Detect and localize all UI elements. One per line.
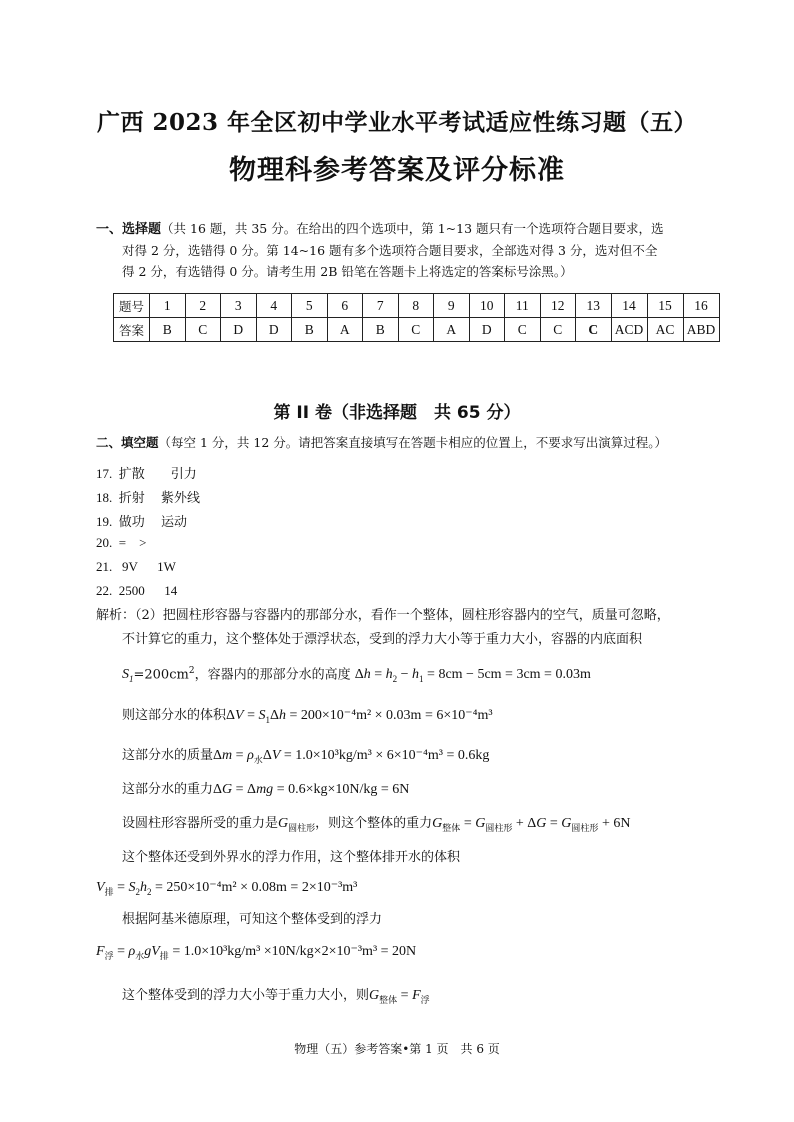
answer-cell: C [505,318,541,342]
exam-title: 广西 2023 年全区初中学业水平考试适应性练习题（五） [96,109,698,136]
answer-key-title: 物理科参考答案及评分标准 [229,155,565,186]
answer-cell: A [327,318,363,342]
answer-cell: B [292,318,328,342]
answer-table [113,293,720,342]
section2-instructions [96,433,667,451]
table-header-number: 题号 [114,294,150,318]
question-number-cell: 10 [469,294,505,318]
answer-cell: C [185,318,221,342]
answer-cell: C [540,318,576,342]
solution-archimedes: 根据阿基米德原理，可知这个整体受到的浮力 [122,912,383,927]
answer-cell: D [221,318,257,342]
question-number-cell: 6 [327,294,363,318]
answer-18: 18. 折射 紫外线 [96,490,201,505]
page-footer: 物理（五）参考答案•第 1 页 共 6 页 [294,1042,500,1056]
question-number-cell: 4 [256,294,292,318]
solution-area-height: $S_1=200cm^2$，容器内的那部分水的高度 $\Delta h = h_2 - h_1 = 8cm - 5cm = 3cm = 0.03m$ [122,666,591,685]
solution-buoyancy-text: 这个整体还受到外界水的浮力作用，这个整体排开水的体积 [122,850,461,865]
question-number-cell: 5 [292,294,328,318]
volume2-title: 第 II 卷（非选择题 共 65 分） [273,403,521,423]
answer-cell: B [150,318,186,342]
solution-line-1: 解析：（2）把圆柱形容器与容器内的那部分水，看作一个整体，圆柱形容器内的空气，质量可忽略， [96,608,670,623]
question-number-cell: 7 [363,294,399,318]
section2-label: 二、填空题 [96,435,159,450]
answer-20: 20. = > [96,535,147,550]
solution-line-2: 不计算它的重力，这个整体处于漂浮状态，受到的浮力大小等于重力大小，容器的内底面积 [122,632,643,647]
section1-desc-1: （共 16 题，共 35 分。在给出的四个选项中，第 1~13 题只有一个选项符合题目要求，选 [161,221,664,236]
answer-cell: A [434,318,470,342]
answer-cell: ACD [611,318,647,342]
answer-19: 19. 做功 运动 [96,514,188,529]
question-number-cell: 13 [576,294,612,318]
section1-desc-2: 对得 2 分，选错得 0 分。第 14~16 题有多个选项符合题目要求，全部选对得 3 分，选对但不全 [122,243,658,258]
question-number-cell: 1 [150,294,186,318]
question-number-cell: 14 [611,294,647,318]
section2-desc: （每空 1 分，共 12 分。请把答案直接填写在答题卡相应的位置上，不要求写出演算过程。） [158,435,668,450]
question-number-cell: 16 [683,294,719,318]
table-row-answers [114,318,720,342]
solution-displaced-volume: $V_排 = S_2h_2 = 250\times 10^{-4}m^2 \times 0.08m = 2\times 10^{-3}m^3$ [96,880,358,897]
section1-desc-3: 得 2 分，有选错得 0 分。请考生用 2B 铅笔在答题卡上将选定的答案标号涂黑。） [122,264,573,279]
solution-final: 这个整体受到的浮力大小等于重力大小，则$G_{整体} = F_浮$ [122,988,430,1005]
solution-mass: 这部分水的质量$\Delta m = \rho_水\Delta V = 1.0\times 10^3kg/m^3 \times 6\times 10^{-4}m^3 = 0.6kg$ [122,748,490,765]
question-number-cell: 11 [505,294,541,318]
answer-cell: AC [647,318,683,342]
answer-cell: ABD [683,318,719,342]
answer-21: 21. 9V 1W [96,559,176,574]
solution-cylinder-weight: 设圆柱形容器所受的重力是$G_{圆柱形}$，则这个整体的重力$G_{整体} = G_{圆柱形} + \Delta G = G_{圆柱形} + 6N$ [122,816,631,833]
question-number-cell: 2 [185,294,221,318]
answer-17: 17. 扩散 引力 [96,466,197,481]
question-number-cell: 15 [647,294,683,318]
answer-22: 22. 2500 14 [96,583,178,598]
answer-cell: D [469,318,505,342]
answer-cell: B [363,318,399,342]
solution-weight: 这部分水的重力ΔG = Δmg = 0.6×kg×10N/kg = 6N [122,782,410,797]
answer-cell: C [398,318,434,342]
question-number-cell: 3 [221,294,257,318]
question-number-cell: 8 [398,294,434,318]
solution-buoyant-force: $F_浮 = \rho_水gV_排 = 1.0\times 10^3kg/m^3 \times 10N/kg\times 2\times 10^{-3}m^3 = 20N$ [96,944,417,961]
question-number-cell: 9 [434,294,470,318]
section1-instructions [96,218,716,282]
answer-cell: C [576,318,612,342]
question-number-cell: 12 [540,294,576,318]
table-row-numbers [114,294,720,318]
table-header-answer: 答案 [114,318,150,342]
section1-label: 一、选择题 [96,222,162,237]
solution-volume: 则这部分水的体积$\Delta V = S_1\Delta h = 200\times 10^{-4}m^2 \times 0.03m = 6\times 10^{-4}m^3$ [122,708,493,725]
answer-cell: D [256,318,292,342]
